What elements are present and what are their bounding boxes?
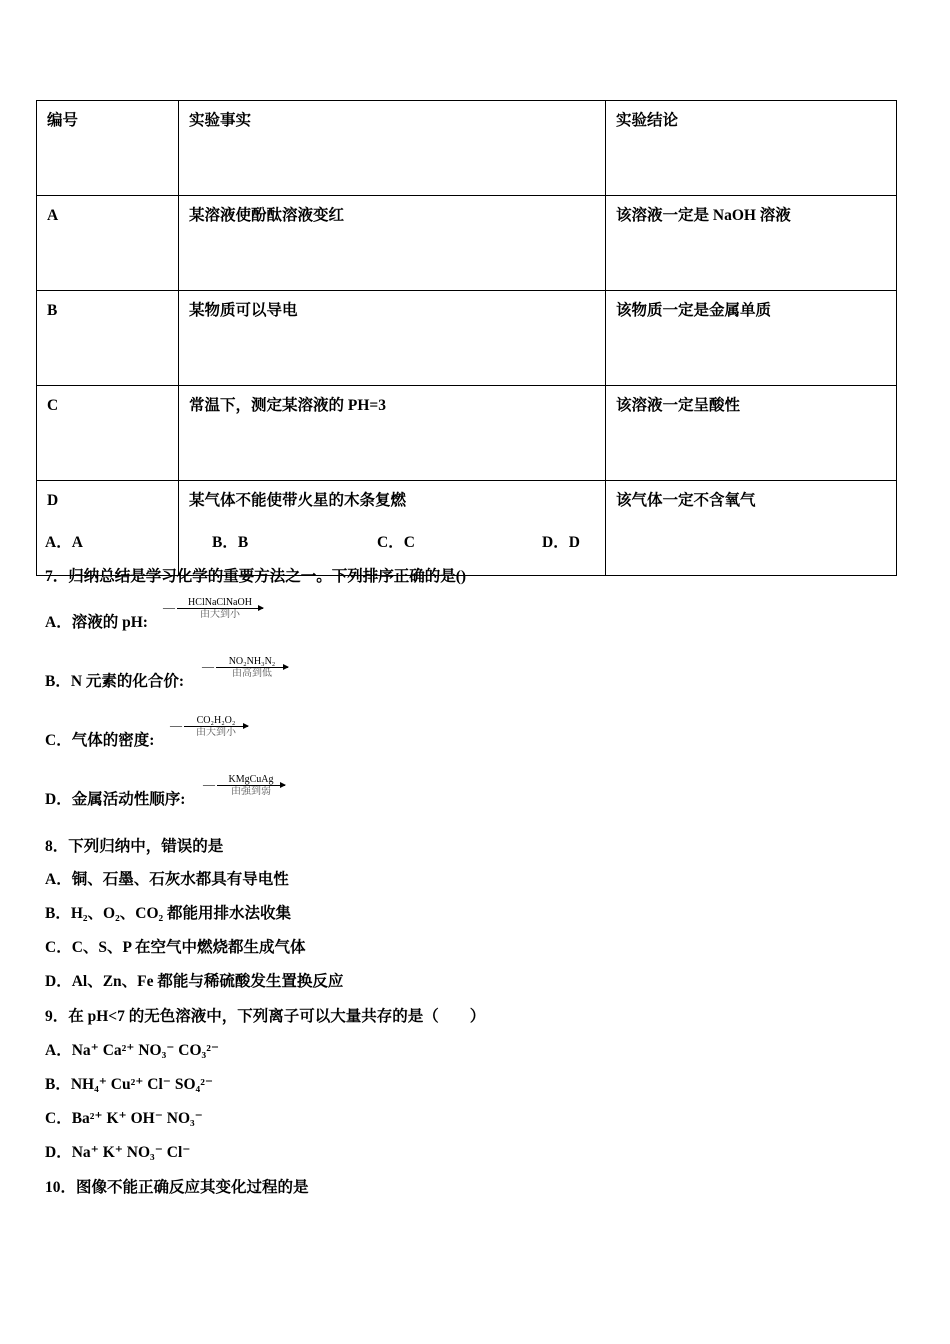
table-cell: 该气体一定不含氧气 [606, 481, 897, 576]
table-cell: 某溶液使酚酞溶液变红 [179, 196, 606, 291]
q9-option-a[interactable]: A．Na⁺ Ca²⁺ NO₃⁻ CO₃²⁻ [45, 1042, 220, 1059]
q8-option-a[interactable]: A．铜、石墨、石灰水都具有导电性 [45, 871, 289, 888]
table-cell: 该溶液一定是 NaOH 溶液 [606, 196, 897, 291]
table-row [37, 481, 897, 576]
table-row [37, 291, 897, 386]
q7-option-d-arrow: — KMgCuAg 由强到弱 [217, 774, 285, 797]
q6-option-c[interactable]: C．C [377, 534, 415, 551]
q7-option-a-arrow: — HClNaClNaOH 由大到小 [177, 597, 263, 620]
header-cell: 实验事实 [179, 101, 606, 196]
q9-stem: 9．在 pH<7 的无色溶液中，下列离子可以大量共存的是（ ） [45, 1008, 486, 1025]
q6-option-a[interactable]: A．A [45, 534, 83, 551]
arrow-top-text: HClNaClNaOH [188, 597, 252, 608]
right-arrow-icon [177, 608, 263, 609]
q6-option-b[interactable]: B．B [212, 534, 249, 551]
table-cell: B [37, 291, 179, 386]
table-row [37, 196, 897, 291]
q8-stem: 8．下列归纳中，错误的是 [45, 838, 224, 855]
arrow-bottom-text: 由大到小 [196, 727, 236, 738]
header-cell: 实验结论 [606, 101, 897, 196]
right-arrow-icon [184, 726, 248, 727]
q9-option-d[interactable]: D．Na⁺ K⁺ NO₃⁻ Cl⁻ [45, 1144, 191, 1161]
table-cell: 某物质可以导电 [179, 291, 606, 386]
table-cell: A [37, 196, 179, 291]
right-arrow-icon [216, 667, 288, 668]
q7-option-b[interactable]: B．N 元素的化合价: [45, 673, 185, 690]
q10-stem: 10．图像不能正确反应其变化过程的是 [45, 1179, 309, 1196]
q8-option-b[interactable]: B．H₂、O₂、CO₂ 都能用排水法收集 [45, 905, 292, 922]
q8-option-d[interactable]: D．Al、Zn、Fe 都能与稀硫酸发生置换反应 [45, 973, 344, 990]
q7-option-c[interactable]: C．气体的密度: [45, 732, 155, 749]
q6-option-d[interactable]: D．D [542, 534, 580, 551]
arrow-top-text: KMgCuAg [228, 774, 274, 785]
experiment-table [36, 100, 897, 576]
q9-option-b[interactable]: B．NH₄⁺ Cu²⁺ Cl⁻ SO₄²⁻ [45, 1076, 214, 1093]
arrow-top-text: NO₂NH₃N₂ [228, 656, 276, 667]
arrow-bottom-text: 由强到弱 [231, 786, 271, 797]
table-header-row [37, 101, 897, 196]
q7-option-b-arrow: — NO₂NH₃N₂ 由高到低 [216, 656, 288, 679]
table-cell: 该溶液一定呈酸性 [606, 386, 897, 481]
table-cell: 该物质一定是金属单质 [606, 291, 897, 386]
table-cell: D [37, 481, 179, 576]
header-cell: 编号 [37, 101, 179, 196]
arrow-bottom-text: 由高到低 [232, 668, 272, 679]
q7-option-d[interactable]: D．金属活动性顺序: [45, 791, 186, 808]
arrow-bottom-text: 由大到小 [200, 609, 240, 620]
arrow-top-text: CO₂H₂O₂ [196, 715, 236, 726]
q8-option-c[interactable]: C．C、S、P 在空气中燃烧都生成气体 [45, 939, 306, 956]
table-cell: 常温下，测定某溶液的 PH=3 [179, 386, 606, 481]
table-row [37, 386, 897, 481]
right-arrow-icon [217, 785, 285, 786]
table-cell: 某气体不能使带火星的木条复燃 [179, 481, 606, 576]
q7-option-a[interactable]: A．溶液的 pH: [45, 614, 148, 631]
q9-option-c[interactable]: C．Ba²⁺ K⁺ OH⁻ NO₃⁻ [45, 1110, 203, 1127]
table-cell: C [37, 386, 179, 481]
q7-option-c-arrow: — CO₂H₂O₂ 由大到小 [184, 715, 248, 738]
q7-stem: 7．归纳总结是学习化学的重要方法之一。下列排序正确的是() [45, 568, 467, 585]
